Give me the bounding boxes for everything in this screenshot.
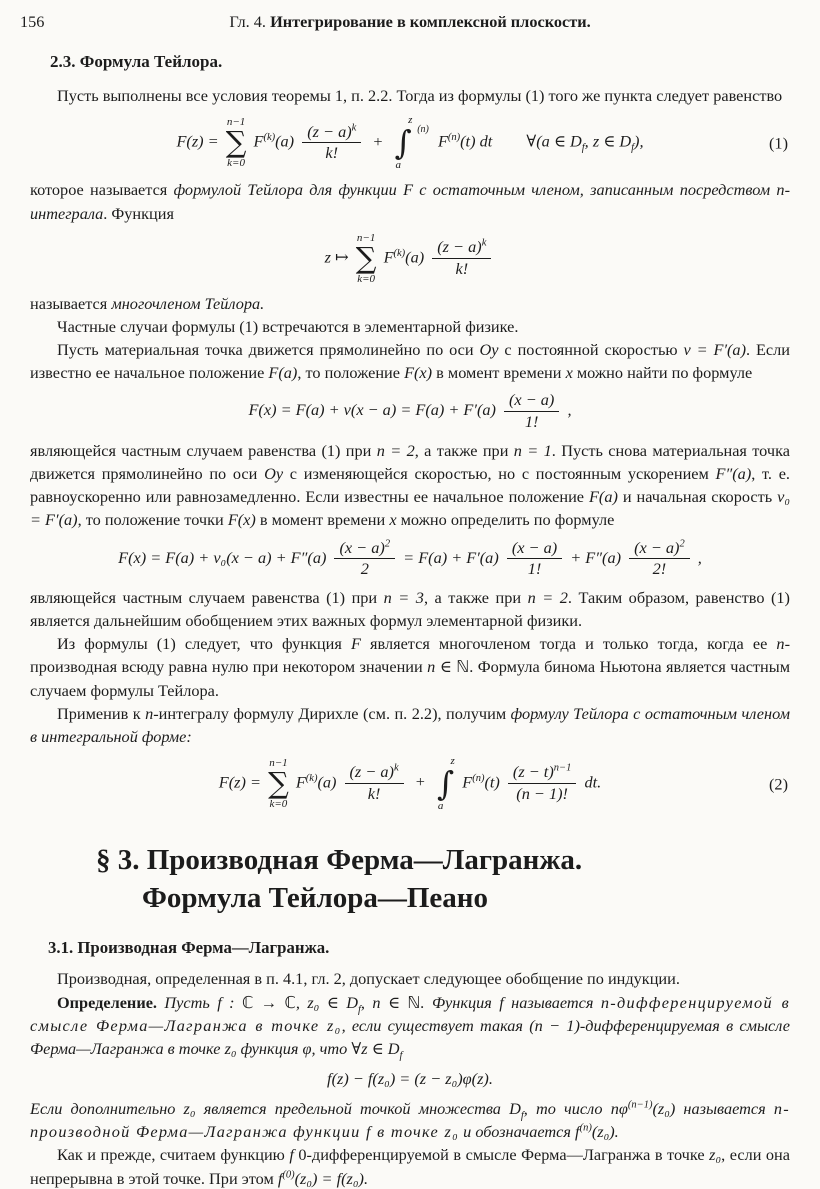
paragraph xyxy=(30,315,790,338)
fraction-denominator: k! xyxy=(325,143,339,163)
subscript: f xyxy=(399,1050,403,1062)
spaced-italic-run: n-дифференцируемой в смысле Ферма—Лагранжа в точке z₀ xyxy=(30,992,790,1035)
math-token: F xyxy=(253,131,264,151)
fraction xyxy=(507,539,562,579)
superscript: (k) xyxy=(305,772,318,784)
math-run: n xyxy=(145,703,154,723)
fraction-numerator xyxy=(345,763,404,784)
text-run: . Таким образом, равенство (1) является дальнейшим обобщением этих важных формул элементарной физики. xyxy=(30,587,790,631)
math-token: (z − a) xyxy=(437,237,482,257)
math-token: F xyxy=(383,247,394,267)
paragraph xyxy=(30,292,790,315)
text-run: , а также при xyxy=(414,440,514,460)
formula-lhs: F(z) = xyxy=(176,131,219,151)
display-formula-1 xyxy=(30,114,790,171)
math-run: F″(a) xyxy=(715,464,752,484)
math-run: n = 1 xyxy=(513,440,552,460)
math-run: Oy xyxy=(264,464,284,484)
section-heading-2-3: 2.3. Формула Тейлора. xyxy=(50,52,223,71)
text-run: Пусть материальная точка движется прямолинейно по оси xyxy=(57,340,480,360)
fraction-denominator: (n − 1)! xyxy=(516,784,568,804)
italic-run: Если дополнительно z₀ является предельной точкой множества D xyxy=(30,1099,521,1119)
italic-run: Функция f называется xyxy=(424,992,601,1012)
superscript: k xyxy=(393,762,399,774)
paragraph xyxy=(30,178,790,224)
paragraph xyxy=(30,1143,790,1189)
fraction-denominator: 2! xyxy=(652,559,667,579)
math-run: x xyxy=(389,510,397,530)
text-run: 0-дифференцируемой в смысле Ферма—Лагранжа в точке xyxy=(293,1145,710,1165)
text-run: , то положение xyxy=(297,363,405,383)
math-run: z₀ xyxy=(709,1145,722,1165)
paragraph xyxy=(30,439,790,532)
display-formula-2 xyxy=(30,755,790,812)
integral-upper-limit: z xyxy=(408,114,413,127)
fraction-numerator: (x − a) xyxy=(507,539,562,560)
italic-run: (z₀) называется xyxy=(652,1099,774,1119)
math-token: + F″(a) xyxy=(570,547,622,567)
subsection-heading-3-1: 3.1. Производная Ферма—Лагранжа. xyxy=(48,937,330,957)
text-run: Пусть выполнены все условия теоремы 1, п. 2.2. Тогда из формулы (1) того же пункта следует равенство xyxy=(57,86,783,106)
subscript: f xyxy=(357,1003,361,1015)
text-run: Из формулы (1) следует, что функция xyxy=(57,634,351,654)
fraction-numerator xyxy=(629,539,690,560)
math-token: F xyxy=(462,772,473,792)
text-run: Производная, определенная в п. 4.1, гл. 2, допускает следующее обобщение по индукции. xyxy=(57,969,680,989)
text-run: являющейся частным случаем равенства (1) при xyxy=(30,587,384,607)
summation xyxy=(356,232,377,285)
fraction xyxy=(504,391,559,431)
math-token: (t) dt xyxy=(460,131,493,151)
page-number: 156 xyxy=(20,12,45,31)
formula-lhs: F(z) = xyxy=(218,772,261,792)
math-run: F(x) xyxy=(404,363,433,383)
math-token: , xyxy=(697,547,702,567)
math-token: F(x) = F(a) + v(x − a) = F(a) + F′(a) xyxy=(248,400,496,420)
text-run: можно найти по формуле xyxy=(572,363,753,383)
sum-lower-limit: k=0 xyxy=(357,272,376,285)
text-run: , а также при xyxy=(423,587,528,607)
math-token: (z − a) xyxy=(307,121,352,141)
italic-run: многочленом Тейлора. xyxy=(111,293,265,313)
running-header xyxy=(20,10,790,36)
text-run: Как и прежде, считаем функцию xyxy=(57,1145,290,1165)
superscript: (n−1) xyxy=(627,1099,653,1111)
text-run: , то положение точки xyxy=(77,510,228,530)
italic-run: формулу Тейлора с остаточным членом в интегральной форме: xyxy=(30,703,790,746)
text-run: . Формула бинома Ньютона является частным случаем формулы Тейлора. xyxy=(30,657,790,700)
text-run: является многочленом тогда и только тогда, когда ее xyxy=(360,634,777,654)
text-run: в момент времени xyxy=(255,510,390,530)
sum-lower-limit: k=0 xyxy=(227,157,245,170)
paragraph xyxy=(30,702,790,748)
integral-symbol: ∫ xyxy=(436,764,455,804)
italic-run: формулой Тейлора для функции F с остаточным членом, записанным посредством n-интеграла xyxy=(30,180,790,223)
italic-run: (z₀). xyxy=(591,1122,619,1142)
display-formula-velocity xyxy=(30,391,790,431)
fraction-numerator xyxy=(508,763,576,784)
italic-run: и обозначается f xyxy=(459,1122,580,1142)
fraction xyxy=(334,539,395,579)
sigma-symbol: ∑ xyxy=(225,125,247,160)
paragraph xyxy=(30,1097,790,1143)
fraction-denominator: 1! xyxy=(527,559,542,579)
italic-run: , то число nφ xyxy=(523,1099,628,1119)
fraction xyxy=(302,123,361,163)
text-run: . Функция xyxy=(103,203,174,223)
math-run: v₀ = F′(a) xyxy=(30,487,790,530)
quantifier: ∀(a ∈ D xyxy=(526,131,582,151)
display-formula-polynomial xyxy=(30,232,790,285)
text-run: с изменяющейся скоростью, но с постоянным ускорением xyxy=(283,464,716,484)
text-run: с постоянной скоростью xyxy=(498,340,684,360)
math-token: F xyxy=(437,131,448,151)
text-run: , т. е. равноускоренно или равнозамедленно. Если известны ее начальное положение xyxy=(30,464,791,507)
plus-operator: + xyxy=(373,131,383,151)
paragraph xyxy=(30,967,790,990)
text-run: называется xyxy=(30,293,112,313)
math-token: (a) xyxy=(405,247,425,267)
italic-run: Пусть xyxy=(157,992,218,1012)
math-token: f(z) − f(z₀) = (z − z₀)φ(z). xyxy=(327,1068,493,1088)
superscript: n−1 xyxy=(553,762,572,774)
text-run: , если она непрерывна в этой точке. При этом xyxy=(30,1145,790,1188)
quantifier: ), xyxy=(634,131,644,151)
section-3-heading xyxy=(96,842,790,917)
fraction xyxy=(345,763,404,803)
chapter-header xyxy=(30,10,790,33)
fraction-denominator: k! xyxy=(455,258,469,278)
superscript: k xyxy=(481,237,487,249)
subscript: f xyxy=(631,142,635,154)
math-run: F(x) xyxy=(227,510,256,530)
chapter-label: Гл. 4. xyxy=(229,12,271,31)
superscript: 2 xyxy=(384,538,391,550)
math-run: F xyxy=(350,634,361,654)
definition-label: Определение. xyxy=(57,992,157,1012)
text-run: можно определить по формуле xyxy=(396,510,615,530)
display-formula-acceleration xyxy=(30,539,790,579)
math-run: x xyxy=(565,363,573,383)
math-token: (z − a) xyxy=(349,762,394,782)
subscript: f xyxy=(581,142,585,154)
math-run: n = 2 xyxy=(527,587,568,607)
text-run: . Если известно ее начальное положение xyxy=(30,340,790,383)
integral-symbol: ∫ xyxy=(394,123,412,163)
text-run: . Пусть снова материальная точка движется прямолинейно по оси xyxy=(30,440,790,484)
display-formula-definition xyxy=(30,1067,790,1090)
math-token: = F(a) + F′(a) xyxy=(403,547,499,567)
math-run: n = 3 xyxy=(383,587,424,607)
sigma-symbol: ∑ xyxy=(355,240,377,275)
math-token: , xyxy=(567,400,572,420)
math-run: n = 2 xyxy=(376,440,415,460)
fraction-denominator: 1! xyxy=(524,412,539,432)
sum-lower-limit: k=0 xyxy=(269,798,288,811)
sum-upper-limit: n−1 xyxy=(356,231,376,244)
italic-run: , если существует такая (n − 1)-дифференцируемая в смысле Ферма—Лагранжа в точке z₀ функция φ, что ∀z ∈ D xyxy=(30,1015,790,1058)
formula-lhs: z ↦ xyxy=(324,247,349,267)
equation-number: (2) xyxy=(769,773,788,793)
fraction xyxy=(432,238,491,278)
summation xyxy=(268,757,289,810)
integral xyxy=(394,114,429,172)
math-run: f xyxy=(289,1145,294,1165)
superscript: (n) xyxy=(472,772,485,784)
integral-lower-limit: a xyxy=(395,159,401,172)
plus-operator: + xyxy=(415,772,425,792)
superscript: 2 xyxy=(679,538,685,550)
fraction-denominator: k! xyxy=(367,784,381,804)
fraction xyxy=(629,539,690,579)
math-run: F(a) xyxy=(588,487,618,507)
fraction-numerator xyxy=(432,238,491,259)
math-token: dt. xyxy=(584,772,602,792)
text-run: и начальная скорость xyxy=(617,487,778,507)
fraction-numerator xyxy=(302,123,361,144)
superscript: k xyxy=(351,122,357,134)
math-run: f xyxy=(277,1168,283,1188)
math-run: n ∈ ℕ xyxy=(427,657,470,677)
section-3-line2: Формула Тейлора—Пеано xyxy=(142,881,489,914)
integral-upper-limit: z xyxy=(450,754,455,767)
text-run: Применив к xyxy=(57,703,146,723)
math-token: (a) xyxy=(317,772,337,792)
sum-upper-limit: n−1 xyxy=(226,116,246,129)
section-3-line1: § 3. Производная Ферма—Лагранжа. xyxy=(96,844,583,877)
chapter-title: Интегрирование в комплексной плоскости. xyxy=(270,12,591,31)
math-token: (z − t) xyxy=(512,762,554,782)
math-token: F xyxy=(295,772,306,792)
math-token: (x − a) xyxy=(339,537,385,557)
spaced-italic-run: n-производной Ферма—Лагранжа функции f в точке z₀ xyxy=(30,1099,790,1142)
sigma-symbol: ∑ xyxy=(268,766,289,801)
subscript: f xyxy=(520,1110,524,1122)
paragraph xyxy=(30,632,790,701)
integral-lower-limit: a xyxy=(437,800,444,813)
paragraph-intro xyxy=(30,84,790,107)
fraction-numerator xyxy=(334,539,395,560)
text-run: являющейся частным случаем равенства (1) при xyxy=(30,440,377,460)
paragraph xyxy=(30,586,790,632)
fraction-numerator: (x − a) xyxy=(504,391,559,412)
fraction xyxy=(508,763,576,803)
math-token: (t) xyxy=(484,772,500,792)
math-run: F(a) xyxy=(268,363,298,383)
math-run: n xyxy=(776,634,785,654)
n-integral-label: (n) xyxy=(417,124,429,136)
text-run: в момент времени xyxy=(432,363,566,383)
text-run: -интегралу формулу Дирихле (см. п. 2.2), получим xyxy=(153,703,511,723)
superscript: (k) xyxy=(263,132,276,144)
quantifier: , z ∈ D xyxy=(584,131,632,151)
superscript: (n) xyxy=(579,1122,592,1134)
paragraph xyxy=(30,338,790,384)
text-run: Частные случаи формулы (1) встречаются в элементарной физике. xyxy=(57,317,519,337)
math-run: Oy xyxy=(479,340,499,360)
text-run: которое называется xyxy=(30,180,174,200)
math-run: v = F′(a) xyxy=(683,340,746,360)
math-run: , n ∈ ℕ. xyxy=(360,992,425,1012)
math-run: f : ℂ → ℂ, z₀ ∈ D xyxy=(217,992,358,1012)
superscript: (n) xyxy=(447,132,461,144)
text-run: -производная всюду равна нулю при некотором значении xyxy=(30,634,790,677)
definition-paragraph xyxy=(30,991,790,1060)
math-token: F(x) = F(a) + v₀(x − a) + F″(a) xyxy=(118,547,327,567)
equation-number: (1) xyxy=(769,133,788,153)
superscript: (0) xyxy=(282,1169,295,1181)
sum-upper-limit: n−1 xyxy=(269,756,288,769)
fraction-denominator: 2 xyxy=(360,559,369,579)
math-token: (x − a) xyxy=(634,537,680,557)
math-run: (z₀) = f(z₀). xyxy=(294,1168,369,1188)
integral xyxy=(437,755,454,812)
math-token: (a) xyxy=(275,131,295,151)
summation xyxy=(226,116,247,169)
superscript: (k) xyxy=(393,247,406,259)
